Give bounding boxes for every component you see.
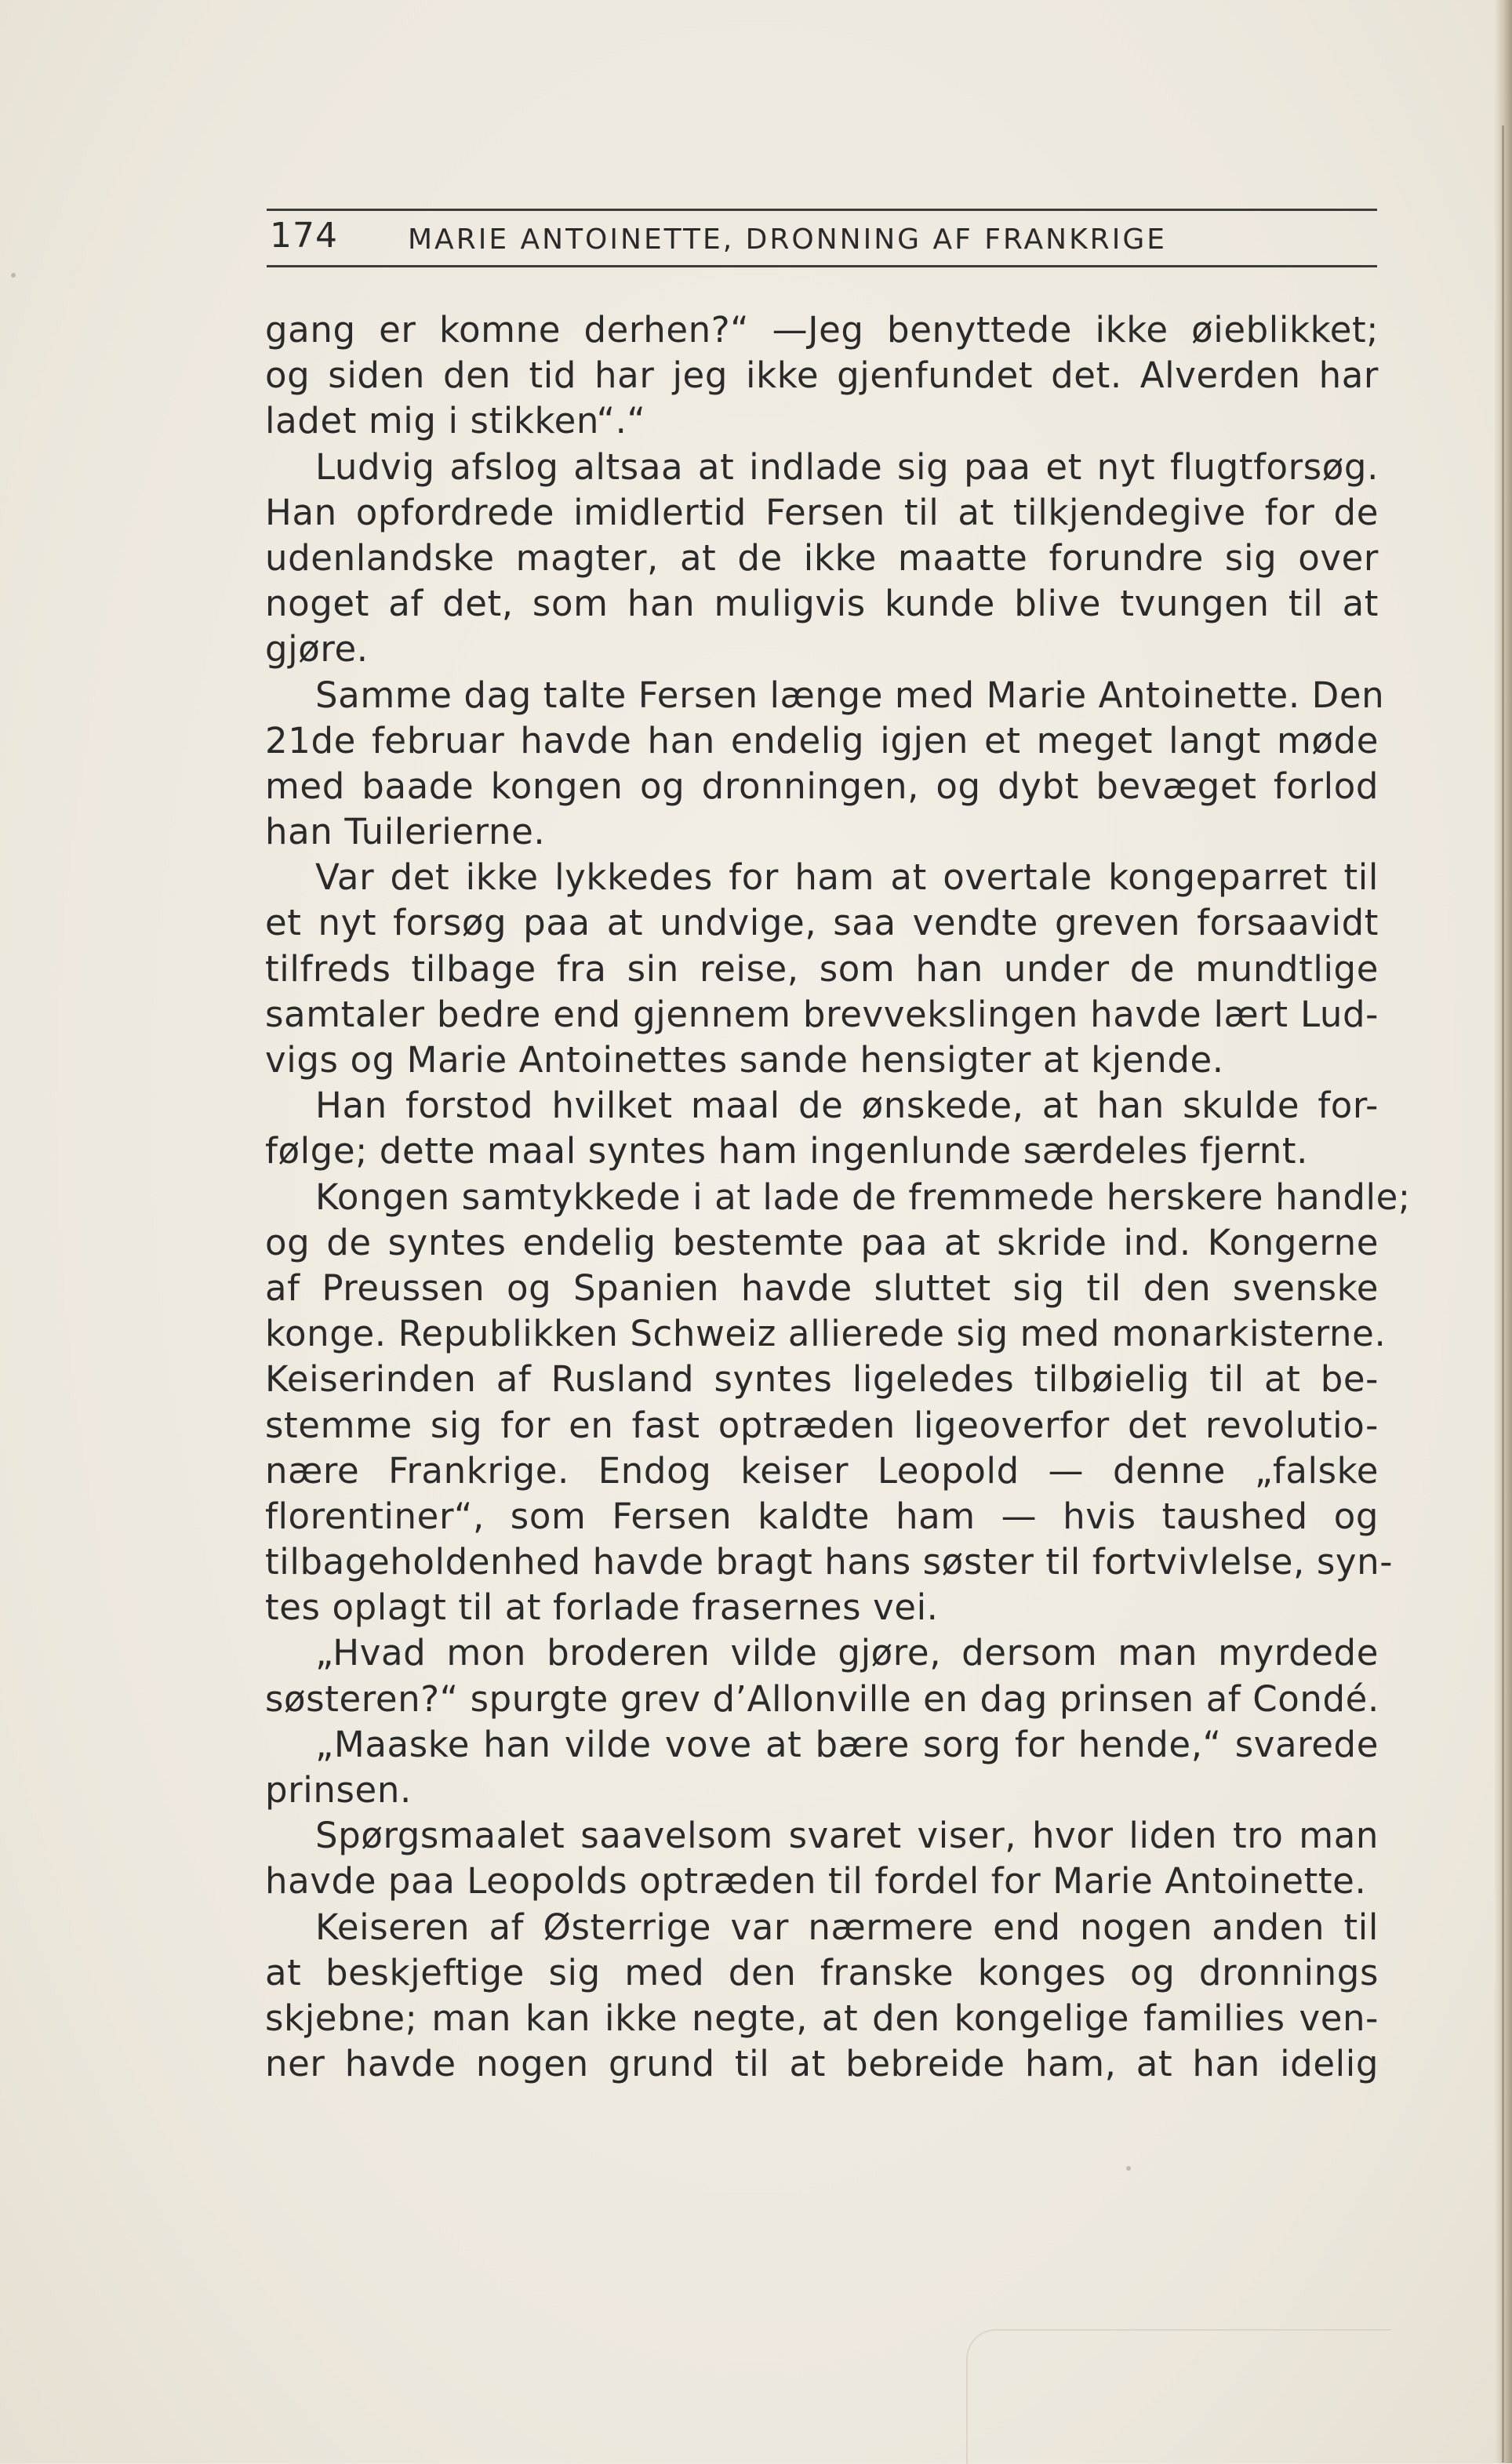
text-line: og siden den tid har jeg ikke gjenfundet det. Alverden har <box>265 354 1379 397</box>
text-line: søsteren?“ spurgte grev d’Allonville en dag prinsen af Condé. <box>265 1677 1379 1720</box>
page-number: 174 <box>270 216 338 256</box>
text-line: ladet mig i stikken“.“ <box>265 400 646 442</box>
text-line: nære Frankrige. Endog keiser Leopold — denne „falske <box>265 1449 1379 1492</box>
text-line: Keiseren af Østerrige var nærmere end nogen anden til <box>315 1906 1379 1948</box>
text-line: af Preussen og Spanien havde sluttet sig til den svenske <box>265 1267 1379 1309</box>
header-rule-top <box>267 209 1377 211</box>
text-line: Samme dag talte Fersen længe med Marie Antoinette. Den <box>315 674 1385 716</box>
text-line: Han forstod hvilket maal de ønskede, at han skulde for- <box>315 1085 1379 1127</box>
text-line: ner havde nogen grund til at bebreide ham, at han idelig <box>265 2043 1379 2085</box>
text-line: Han opfordrede imidlertid Fersen til at tilkjendegive for de <box>265 491 1379 533</box>
text-line: vigs og Marie Antoinettes sande hensigter at kjende. <box>265 1039 1224 1081</box>
text-line: „Hvad mon broderen vilde gjøre, dersom man myrdede <box>315 1632 1379 1674</box>
text-line: Spørgsmaalet saavelsom svaret viser, hvor liden tro man <box>315 1815 1379 1857</box>
text-line: stemme sig for en fast optræden ligeoverfor det revolutio- <box>265 1404 1379 1446</box>
text-line: han Tuilerierne. <box>265 811 546 853</box>
text-line: udenlandske magter, at de ikke maatte forundre sig over <box>265 536 1379 579</box>
header-rule-bottom <box>267 265 1377 267</box>
running-head: MARIE ANTOINETTE, DRONNING AF FRANKRIGE <box>408 224 1167 256</box>
text-line: samtaler bedre end gjennem brevvekslingen havde lært Lud- <box>265 993 1379 1035</box>
text-line: tilfreds tilbage fra sin reise, som han under de mundtlige <box>265 947 1379 990</box>
text-line: noget af det, som han muligvis kunde blive tvungen til at <box>265 583 1379 625</box>
text-line: følge; dette maal syntes ham ingenlunde særdeles fjernt. <box>265 1130 1309 1172</box>
text-line: gang er komne derhen?“ —Jeg benyttede ikke øieblikket; <box>265 309 1379 351</box>
text-line: et nyt forsøg paa at undvige, saa vendte greven forsaavidt <box>265 902 1379 944</box>
text-line: at beskjeftige sig med den franske konges og dronnings <box>265 1951 1379 1993</box>
text-line: gjøre. <box>265 628 369 671</box>
text-line: og de syntes endelig bestemte paa at skride ind. Kongerne <box>265 1221 1379 1263</box>
text-line: Ludvig afslog altsaa at indlade sig paa et nyt flugtforsøg. <box>315 445 1379 488</box>
text-line: tilbageholdenhed havde bragt hans søster til fortvivlelse, syn- <box>265 1541 1394 1583</box>
text-line: Var det ikke lykkedes for ham at overtale kongeparret til <box>315 856 1379 899</box>
text-line: skjebne; man kan ikke negte, at den kongelige families ven- <box>265 1997 1379 2039</box>
paper-speck <box>11 273 16 278</box>
text-line: med baade kongen og dronningen, og dybt bevæget forlod <box>265 765 1379 807</box>
text-line: Kongen samtykkede i at lade de fremmede herskere handle; <box>315 1176 1411 1218</box>
text-line: konge. Republikken Schweiz allierede sig med monarkisterne. <box>265 1313 1387 1355</box>
page-header <box>267 205 1377 268</box>
text-line: „Maaske han vilde vove at bære sorg for hende,“ svarede <box>315 1723 1379 1765</box>
text-line: havde paa Leopolds optræden til fordel for Marie Antoinette. <box>265 1860 1367 1903</box>
body-text <box>265 307 1411 2087</box>
text-line: florentiner“, som Fersen kaldte ham — hvis taushed og <box>265 1495 1379 1537</box>
text-line: tes oplagt til at forlade frasernes vei. <box>265 1586 939 1629</box>
page-edge-line <box>1502 125 1504 2462</box>
text-line: 21de februar havde han endelig igjen et meget langt møde <box>265 719 1379 761</box>
text-line: Keiserinden af Rusland syntes ligeledes tilbøielig til at be- <box>265 1358 1379 1401</box>
page-corner-crease <box>966 2329 1391 2464</box>
text-line: prinsen. <box>265 1769 412 1811</box>
paper-speck <box>1126 2166 1131 2171</box>
